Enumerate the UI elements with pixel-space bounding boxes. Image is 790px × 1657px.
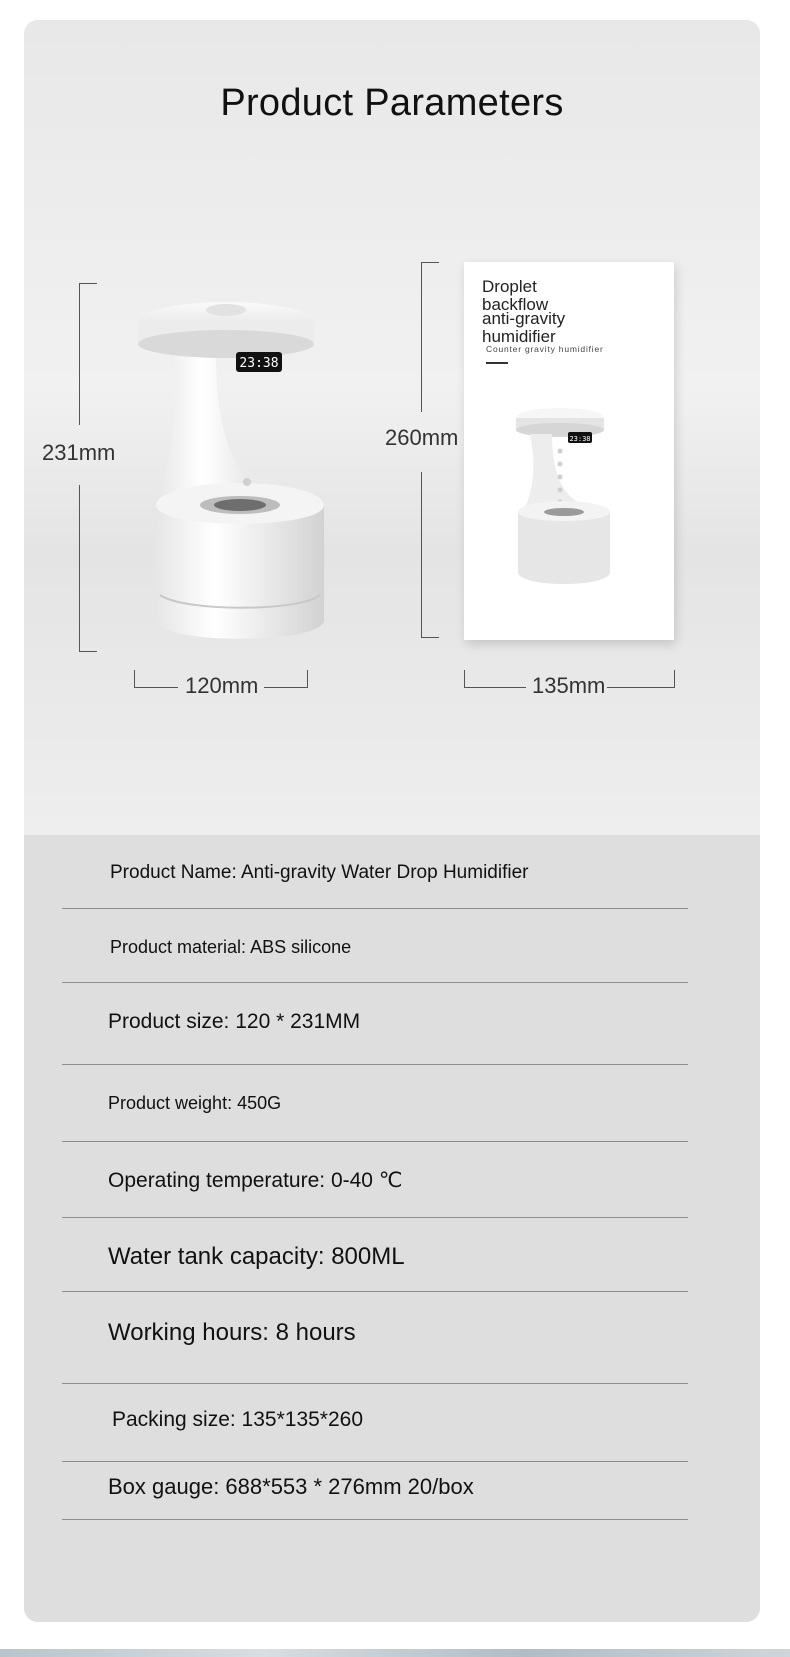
spec-product-size: Product size: 120 * 231MM [108,1010,361,1033]
height-dimension-line-top [79,283,80,425]
packaging-box-image [464,262,674,640]
spec-water-tank-capacity: Water tank capacity: 800ML [108,1243,405,1270]
box-width-tick-right [674,670,675,688]
box-width-label: 135mm [532,673,606,698]
spec-product-material: Product material: ABS silicone [110,937,352,957]
specifications-list [24,835,760,1622]
spec-product-name: Product Name: Anti-gravity Water Drop Humidifier [110,862,529,883]
spec-row [62,835,688,909]
box-height-line-top [421,262,422,412]
box-height-tick-top [421,262,439,263]
page-title: Product Parameters [220,82,564,124]
box-width-line-right [607,687,675,688]
parameters-card [24,20,760,1622]
width-dimension-tick-left [134,670,135,688]
height-dimension-tick-bottom [79,651,97,652]
spec-working-hours: Working hours: 8 hours [108,1319,356,1346]
hero-section [24,20,760,835]
width-dimension-line-right [264,687,308,688]
box-height-tick-bottom [421,637,439,638]
width-dimension-tick-right [307,670,308,688]
width-dimension-line-left [134,687,178,688]
box-height-line-bottom [421,472,422,638]
box-divider [486,362,508,364]
box-height-label: 260mm [385,425,459,450]
box-width-tick-left [464,670,465,688]
spec-row [62,1291,688,1384]
box-title: Droplet backflow anti-gravity humidifier [482,277,566,346]
product-width-label: 120mm [185,673,259,698]
spec-row [62,1064,688,1142]
height-dimension-line-bottom [79,485,80,652]
spec-product-weight: Product weight: 450G [108,1093,282,1113]
spec-row [62,1383,688,1462]
box-width-line-left [464,687,526,688]
spec-row [62,1461,688,1520]
spec-row [62,982,688,1065]
spec-box-gauge: Box gauge: 688*553 * 276mm 20/box [108,1474,474,1499]
box-humidifier-illustration [512,404,612,599]
spec-operating-temperature: Operating temperature: 0-40 ℃ [108,1169,403,1192]
box-subtitle: Counter gravity humidifier [486,344,604,354]
height-dimension-tick-top [79,283,97,284]
bottom-edge-strip [0,1649,790,1657]
spec-row [62,1217,688,1292]
spec-row [62,908,688,983]
product-height-label: 231mm [42,440,116,465]
spec-packing-size: Packing size: 135*135*260 [112,1408,364,1431]
product-clock-display: 23:38 [239,356,279,371]
humidifier-product-image [124,290,324,650]
box-clock-display: 23:38 [569,435,591,443]
spec-row [62,1141,688,1218]
